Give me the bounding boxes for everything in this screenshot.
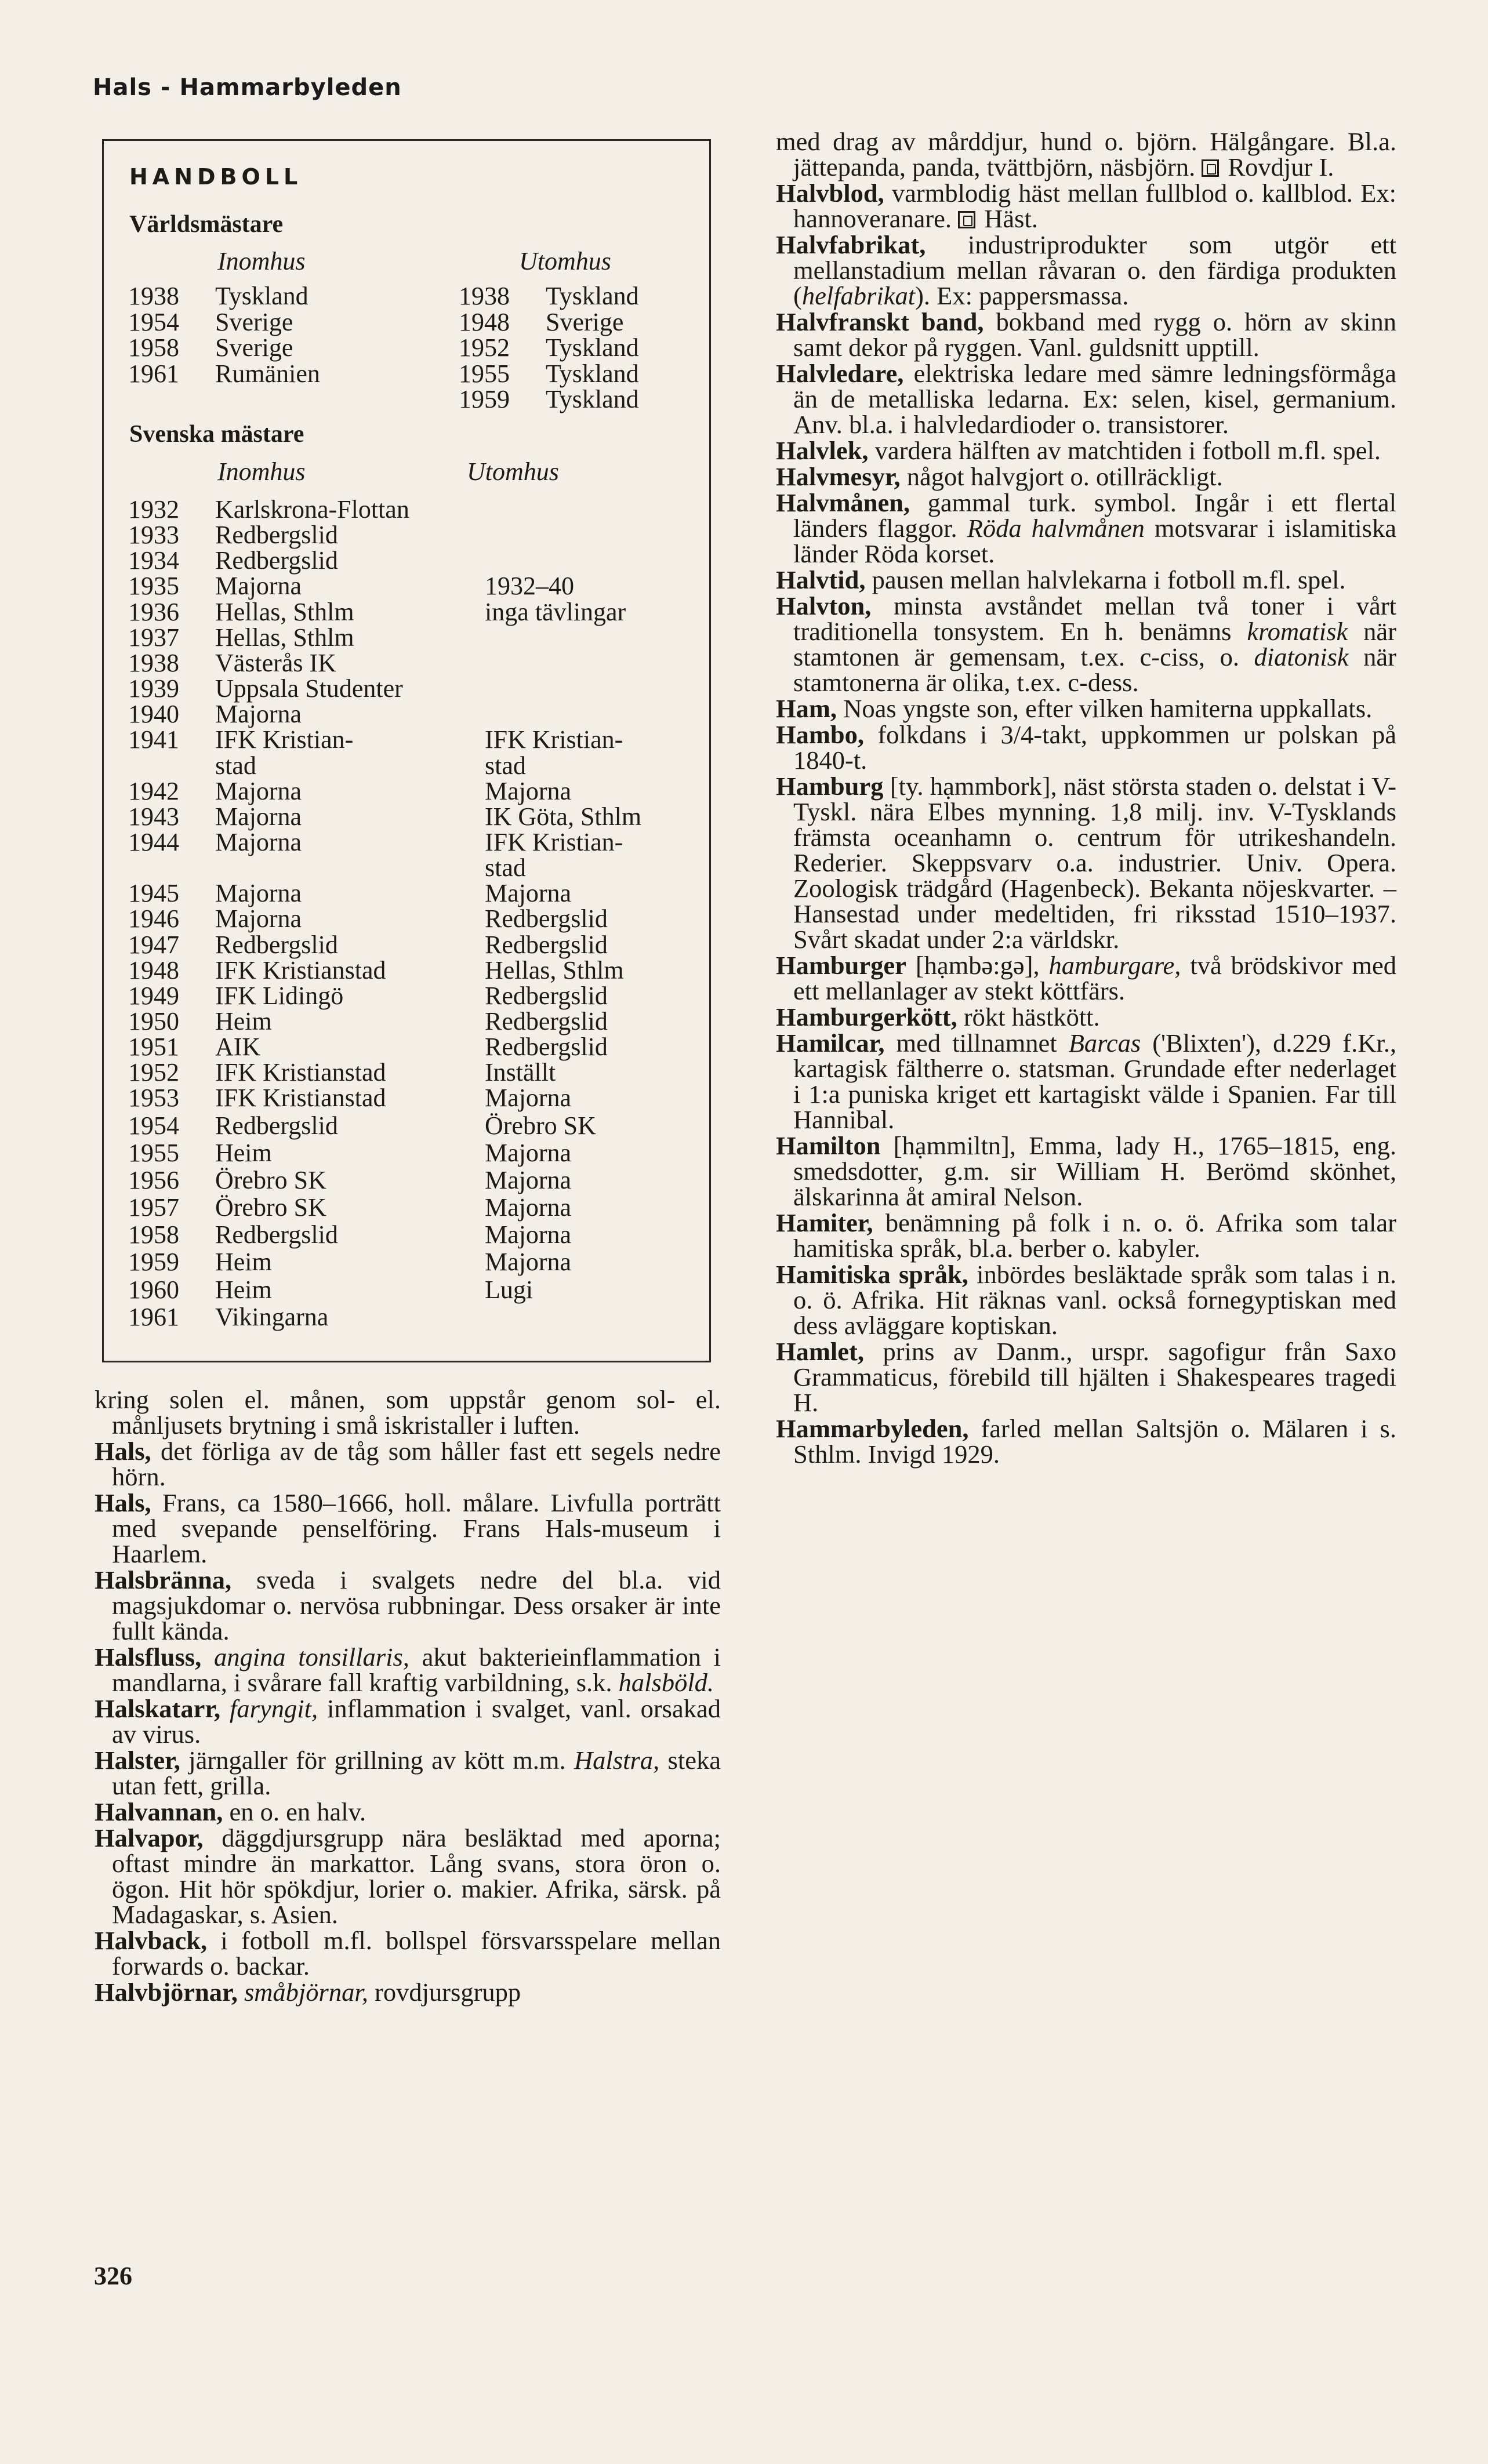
outdoor-champion: Örebro SK [485,1111,596,1140]
entry-text: med drag av mårddjur, hund o. björn. Hälgångare. Bl.a. jättepanda, panda, tvättbjörn, näsbjörn. [776,127,1396,181]
dictionary-entry [776,129,1396,180]
outdoor-champion: inga tävlingar [485,597,626,626]
entry-text: pausen mellan halvlekarna i fotboll m.fl. spel. [865,565,1346,594]
world-champions-heading: Världsmästare [129,211,284,238]
entry-headword: Hamilcar, [776,1029,885,1057]
entry-text: sveda i svalgets nedre del bl.a. vid magsjukdomar o. nervösa rubbningar. Dess orsaker är inte fullt kända. [112,1565,721,1645]
dictionary-entry [776,567,1396,593]
handball-box [102,139,711,1362]
entry-text: prins av Danm., urspr. sagofigur från Saxo Grammaticus, förebild till hjälten i Shakespeares tragedi H. [793,1337,1396,1417]
outdoor-champion: Sverige [546,307,624,336]
entry-headword: Hamlet, [776,1337,864,1366]
outdoor-champion: Tyskland [546,333,639,362]
indoor-champion: IFK Kristianstad [215,955,386,984]
entry-text: Noas yngste son, efter vilken hamiterna uppkallats. [837,694,1373,723]
page-number: 326 [94,2262,132,2290]
indoor-champion: Majorna [215,879,302,908]
indoor-champion: Uppsala Studenter [215,674,403,703]
indoor-champion: Redbergslid [215,930,338,959]
year: 1948 [128,955,179,984]
outdoor-year: 1952 [459,333,510,362]
year: 1942 [128,776,179,805]
dictionary-entry [95,1747,721,1798]
outdoor-champion: stad [485,751,526,780]
indoor-champion: Majorna [215,572,302,601]
indoor-champion: Rumänien [215,359,320,388]
dictionary-entry [95,1825,721,1927]
year: 1959 [128,1248,179,1277]
entry-text: däggdjursgrupp nära besläktad med aporna; oftast mindre än markattor. Lång svans, stora öron o. ögon. Hit hör spökdjur, lorier o. makier. Afrika, särsk. på Madagaskar, s. Asien. [112,1823,721,1929]
entry-headword: Halsfluss, [95,1642,202,1671]
year: 1955 [128,1138,179,1167]
dictionary-entry [95,1438,721,1489]
entry-headword: Hamilton [776,1131,881,1160]
dictionary-entry [776,1416,1396,1467]
entry-text: ('Blixten'), d.229 f.Kr., kartagisk fältherre o. statsman. Grundade efter nederlaget i 1:a puniska kriget ett kartagiskt välde i Spanien. Far till Hannibal. [793,1029,1396,1134]
outdoor-year: 1959 [459,385,510,413]
entry-headword: Ham, [776,694,837,723]
dictionary-entry [776,490,1396,566]
indoor-champion: AIK [215,1033,261,1062]
indoor-champion: Heim [215,1248,272,1277]
entry-text: motsvarar i islamitiska länder Röda korset. [793,514,1396,568]
indoor-champion: Majorna [215,776,302,805]
indoor-champion: stad [215,751,256,780]
indoor-champion: Hellas, Sthlm [215,597,354,626]
entry-text: kromatisk [1247,617,1348,646]
indoor-year: 1954 [128,307,179,336]
indoor-year: 1938 [128,282,179,310]
indoor-champion: Örebro SK [215,1193,326,1222]
entry-text: varmblodig häst mellan fullblod o. kallblod. Ex: hannoveranare. [793,179,1396,233]
dictionary-entry [776,953,1396,1004]
entry-text: i fotboll m.fl. bollspel försvarsspelare mellan forwards o. backar. [112,1926,721,1980]
year: 1941 [128,725,179,754]
year: 1956 [128,1165,179,1194]
outdoor-champion: Redbergslid [485,904,608,933]
year: 1952 [128,1058,179,1087]
entry-headword: Halvbjörnar, [95,1978,238,2007]
entry-text: halsböld. [618,1668,714,1697]
handball-title: HANDBOLL [129,164,303,190]
year: 1947 [128,930,179,959]
swedish-champions-heading: Svenska mästare [129,421,304,448]
indoor-year: 1958 [128,333,179,362]
entry-text: Barcas [1068,1029,1141,1057]
year: 1935 [128,572,179,601]
dictionary-entry [95,1979,721,2005]
dictionary-entry [776,593,1396,695]
dictionary-entry [776,232,1396,308]
entry-text: småbjörnar, [237,1978,368,2007]
indoor-champion: Majorna [215,827,302,856]
entry-text: Halstra, [574,1746,660,1775]
entry-headword: Halvtid, [776,565,866,594]
outdoor-champion: Majorna [485,879,572,908]
dictionary-column-left [95,1387,721,2005]
outdoor-year: 1948 [459,307,510,336]
entry-text: Röda halvmånen [967,514,1145,543]
outdoor-champion: Majorna [485,1248,572,1277]
indoor-champion: Örebro SK [215,1165,326,1194]
dictionary-entry [776,309,1396,360]
year: 1936 [128,597,179,626]
outdoor-champion: 1932–40 [485,572,574,601]
entry-headword: Halster, [95,1746,180,1775]
entry-text: [ty. hạmmbork], näst största staden o. delstat i V-Tyskl. nära Elbes mynning. 1,8 milj. inv. V-Tysklands främsta oceanhamn o. centrum för utrikeshandeln. Rederier. Skeppsvarv o.a. industrier. Univ. Opera. Zoologisk trädgård (Hagenbeck). Bekanta nöjeskvarter. – Hansestad under medeltiden, fri riksstad 1510–1937. Svårt skadat under 2:a världskr. [793,772,1396,954]
dictionary-entry [776,1133,1396,1209]
year: 1954 [128,1111,179,1140]
entry-text: det förliga av de tåg som håller fast ett segels nedre hörn. [112,1437,721,1491]
outdoor-champion: Majorna [485,1138,572,1167]
entry-headword: Halvledare, [776,359,904,388]
entry-text: inbördes besläktade språk som talas i n. o. ö. Afrika. Hit räknas vanl. också fornegyptiskan med dess avläggare koptiskan. [793,1260,1396,1340]
year: 1943 [128,802,179,831]
entry-headword: Hals, [95,1488,151,1517]
entry-text: kring solen el. månen, som uppstår genom sol- el. månljusets brytning i små iskristaller i luften. [95,1385,721,1440]
entry-text: vardera hälften av matchtiden i fotboll m.fl. spel. [868,436,1381,465]
outdoor-champion: Majorna [485,1165,572,1194]
year: 1938 [128,648,179,677]
indoor-champion: Redbergslid [215,1111,338,1140]
indoor-champion: Majorna [215,700,302,729]
entry-text: ). Ex: pappersmassa. [915,281,1129,310]
entry-text: rovdjursgrupp [368,1978,521,2007]
outdoor-year: 1938 [459,282,510,310]
year: 1951 [128,1033,179,1062]
entry-text: Rovdjur I. [1221,152,1334,181]
indoor-champion: Heim [215,1007,272,1035]
indoor-champion: IFK Kristian- [215,725,354,754]
outdoor-champion: Majorna [485,1193,572,1222]
dictionary-entry [95,1696,721,1747]
indoor-champion: IFK Kristianstad [215,1058,386,1087]
dictionary-entry [95,1387,721,1438]
swedish-indoor-label: Inomhus [217,457,306,486]
entry-headword: Hamiter, [776,1208,873,1237]
entry-headword: Halvlek, [776,436,869,465]
outdoor-year: 1955 [459,359,510,388]
year: 1958 [128,1220,179,1249]
year: 1961 [128,1302,179,1331]
outdoor-champion: Tyskland [546,282,639,310]
world-indoor-label: Inomhus [217,247,306,275]
indoor-champion: Västerås IK [215,648,336,677]
dictionary-entry [95,1928,721,1979]
indoor-champion: Majorna [215,904,302,933]
entry-text: steka utan fett, grilla. [112,1746,721,1800]
indoor-champion: IFK Lidingö [215,981,344,1010]
entry-text: angina tonsillaris, [201,1642,409,1671]
entry-headword: Hammarbyleden, [776,1414,969,1443]
entry-text: farled mellan Saltsjön o. Mälaren i s. Sthlm. Invigd 1929. [793,1414,1396,1469]
year: 1939 [128,674,179,703]
picture-reference-icon [1202,159,1219,177]
entry-headword: Halvannan, [95,1797,223,1826]
entry-headword: Hambo, [776,720,865,749]
dictionary-entry [95,1799,721,1825]
entry-text: med tillnamnet [884,1029,1069,1057]
dictionary-entry [776,1339,1396,1415]
indoor-champion: Heim [215,1138,272,1167]
entry-text: inflammation i svalget, vanl. orsakad av virus. [112,1694,721,1749]
dictionary-entry [776,696,1396,721]
dictionary-entry [95,1644,721,1695]
outdoor-champion: Majorna [485,1084,572,1113]
indoor-champion: Sverige [215,333,293,362]
dictionary-entry [776,1004,1396,1030]
outdoor-champion: IK Göta, Sthlm [485,802,642,831]
dictionary-entry [776,438,1396,463]
picture-reference-icon [958,211,975,228]
indoor-champion: Vikingarna [215,1302,329,1331]
dictionary-entry [776,1030,1396,1132]
entry-text: när stamtonerna är olika, t.ex. c-dess. [793,642,1396,697]
indoor-champion: Majorna [215,802,302,831]
outdoor-champion: Tyskland [546,359,639,388]
entry-text: helfabrikat [801,281,916,310]
entry-headword: Hamburgerkött, [776,1002,957,1031]
entry-headword: Halvapor, [95,1823,204,1852]
entry-headword: Halvback, [95,1926,208,1955]
dictionary-entry [95,1567,721,1644]
outdoor-champion: Hellas, Sthlm [485,955,624,984]
indoor-champion: Hellas, Sthlm [215,623,354,652]
world-outdoor-label: Utomhus [519,247,611,275]
year: 1932 [128,495,179,524]
outdoor-champion: Majorna [485,1220,572,1249]
dictionary-entry [776,361,1396,437]
year: 1933 [128,521,179,550]
indoor-champion: IFK Kristianstad [215,1084,386,1113]
entry-headword: Hamburg [776,772,884,801]
entry-text: faryngit, [220,1694,318,1723]
swedish-outdoor-label: Utomhus [467,457,559,486]
year: 1960 [128,1275,179,1304]
year: 1950 [128,1007,179,1035]
indoor-champion: Redbergslid [215,521,338,550]
entry-text: gammal turk. symbol. Ingår i ett flertal länders flaggor. [793,488,1396,543]
dictionary-entry [776,1262,1396,1338]
outdoor-champion: Inställt [485,1058,556,1087]
entry-text: [hạmmiltn], Emma, lady H., 1765–1815, eng. smedsdotter, g.m. sir William H. Berömd skönhet, älskarinna åt amiral Nelson. [793,1131,1396,1211]
entry-headword: Halvton, [776,591,872,620]
entry-headword: Halvmånen, [776,488,910,517]
year: 1953 [128,1084,179,1113]
entry-headword: Halvfabrikat, [776,230,926,259]
year: 1946 [128,904,179,933]
outdoor-champion: Majorna [485,776,572,805]
entry-text: rökt hästkött. [957,1002,1100,1031]
entry-text: industriprodukter som utgör ett mellanstadium mellan råvaran o. den färdiga produkten ( [793,230,1396,310]
indoor-champion: Redbergslid [215,1220,338,1249]
entry-text: något halvgjort o. otillräckligt. [900,462,1223,491]
entry-headword: Hamburger [776,951,906,980]
entry-text: minsta avståndet mellan två toner i vårt traditionella tonsystem. En h. benämns [793,591,1396,646]
entry-text: Frans, ca 1580–1666, holl. målare. Livfulla porträtt med svepande penselföring. Frans Hals-museum i Haarlem. [112,1488,721,1568]
indoor-year: 1961 [128,359,179,388]
entry-text: en o. en halv. [223,1797,366,1826]
entry-text: när stamtonen är gemensam, t.ex. c-ciss, o. [793,617,1396,671]
outdoor-champion: Redbergslid [485,1007,608,1035]
indoor-champion: Tyskland [215,282,309,310]
entry-text: två brödskivor med ett mellanlager av stekt köttfärs. [793,951,1396,1005]
entry-text: folkdans i 3/4-takt, uppkommen ur polskan på 1840-t. [793,720,1396,775]
entry-headword: Halvblod, [776,179,884,208]
entry-headword: Halvmesyr, [776,462,901,491]
dictionary-entry [776,180,1396,231]
dictionary-entry [776,773,1396,952]
outdoor-champion: stad [485,853,526,882]
running-head: Hals - Hammarbyleden [93,74,402,101]
entry-headword: Halskatarr, [95,1694,221,1723]
outdoor-champion: IFK Kristian- [485,827,623,856]
dictionary-entry [95,1490,721,1567]
dictionary-column-right [776,129,1396,1467]
outdoor-champion: Redbergslid [485,981,608,1010]
outdoor-champion: Tyskland [546,385,639,413]
entry-text: diatonisk [1254,642,1349,671]
indoor-champion: Karlskrona-Flottan [215,495,409,524]
outdoor-champion: IFK Kristian- [485,725,623,754]
dictionary-entry [776,1210,1396,1261]
year: 1934 [128,546,179,575]
entry-text: benämning på folk i n. o. ö. Afrika som talar hamitiska språk, bl.a. berber o. kabyler. [793,1208,1396,1263]
indoor-champion: Heim [215,1275,272,1304]
entry-headword: Hals, [95,1437,151,1466]
year: 1957 [128,1193,179,1222]
entry-headword: Halsbränna, [95,1565,232,1594]
year: 1949 [128,981,179,1010]
outdoor-champion: Lugi [485,1275,533,1304]
indoor-champion: Sverige [215,307,293,336]
dictionary-entry [776,464,1396,489]
year: 1940 [128,700,179,729]
outdoor-champion: Redbergslid [485,1033,608,1062]
entry-text: bokband med rygg o. hörn av skinn samt dekor på ryggen. Vanl. guldsnitt upptill. [793,307,1396,362]
entry-headword: Hamitiska språk, [776,1260,968,1289]
year: 1945 [128,879,179,908]
indoor-champion: Redbergslid [215,546,338,575]
entry-text: [hạmbə:gə], [906,951,1049,980]
entry-text: elektriska ledare med sämre ledningsförmåga än de metalliska ledarna. Ex: selen, kisel, germanium. Anv. bl.a. i halvledardioder o. transistorer. [793,359,1396,439]
dictionary-entry [776,722,1396,773]
year: 1944 [128,827,179,856]
outdoor-champion: Redbergslid [485,930,608,959]
entry-text: järngaller för grillning av kött m.m. [180,1746,575,1775]
entry-text: akut bakterieinflammation i mandlarna, i svårare fall kraftig varbildning, s.k. [112,1642,721,1697]
year: 1937 [128,623,179,652]
entry-text: Häst. [978,204,1038,233]
entry-text: hamburgare, [1048,951,1181,980]
entry-headword: Halvfranskt band, [776,307,984,336]
